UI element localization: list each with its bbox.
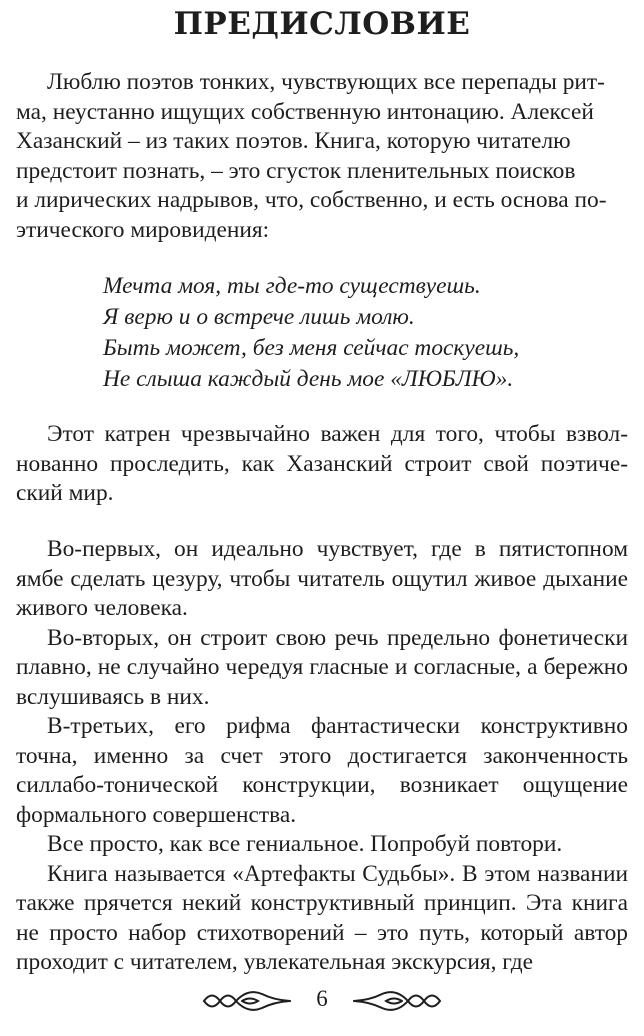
paragraph: Книга называется «Артефакты Судьбы». В этом названии также прячется некий конструктивный принцип. Эта книга не просто набор стихотворений – это путь, который автор проходит с читателем, увлекательная экскурсия, где: [16, 860, 628, 975]
intro-line: ма, неустанно ищущих собственную интонацию. Алексей: [16, 98, 594, 125]
page-number: 6: [316, 986, 328, 1011]
intro-line: предстоит познать, – это сгусток пленительных поисков: [16, 157, 576, 184]
page-title: ПРЕДИСЛОВИЕ: [173, 6, 471, 42]
poem-line: Не слыша каждый день мое «ЛЮБЛЮ».: [103, 366, 514, 392]
poem-line: Мечта моя, ты где-то существуешь.: [103, 273, 481, 299]
quatrain: [103, 271, 519, 395]
paragraph: Во-вторых, он строит свою речь предельно фонетически плавно, не случайно чередуя гласные и согласные, а бережно вслушиваясь в них.: [16, 624, 628, 710]
intro-line: Хазанский – из таких поэтов. Книга, которую читателю: [16, 128, 571, 154]
paragraph: Этот катрен чрезвычайно важен для того, чтобы взволнованно проследить, как Хазанский строит свой поэтический мир.: [16, 421, 628, 506]
intro-paragraph: [16, 68, 628, 245]
paragraph: В-третьих, его рифма фантастически конструктивно точна, именно за счет этого достигается законченность силлабо-тонической конструкции, возникает ощущение формального совершенства.: [16, 713, 628, 828]
poem-line: Быть может, без меня сейчас тоскуешь,: [103, 335, 520, 361]
intro-line: Люблю поэтов тонких, чувствующих все перепады рит-: [47, 69, 605, 95]
intro-line: и лирических надрывов, что, собственно, и есть основа по-: [16, 187, 607, 213]
page-footer: [0, 978, 644, 1026]
poem-line: Я верю и о встрече лишь молю.: [103, 304, 415, 330]
paragraph: Все просто, как все гениальное. Попробуй повтори.: [47, 831, 563, 857]
paragraph-block-2: [16, 535, 628, 978]
ornament-right-icon: [352, 984, 442, 1018]
paragraph: Во-первых, он идеально чувствует, где в пятистопном ямбе сделать цезуру, чтобы читатель ощутил живое дыхание живого человека.: [16, 536, 628, 621]
paragraph-block-1: [16, 420, 628, 509]
intro-line: этического мировидения:: [16, 216, 270, 243]
